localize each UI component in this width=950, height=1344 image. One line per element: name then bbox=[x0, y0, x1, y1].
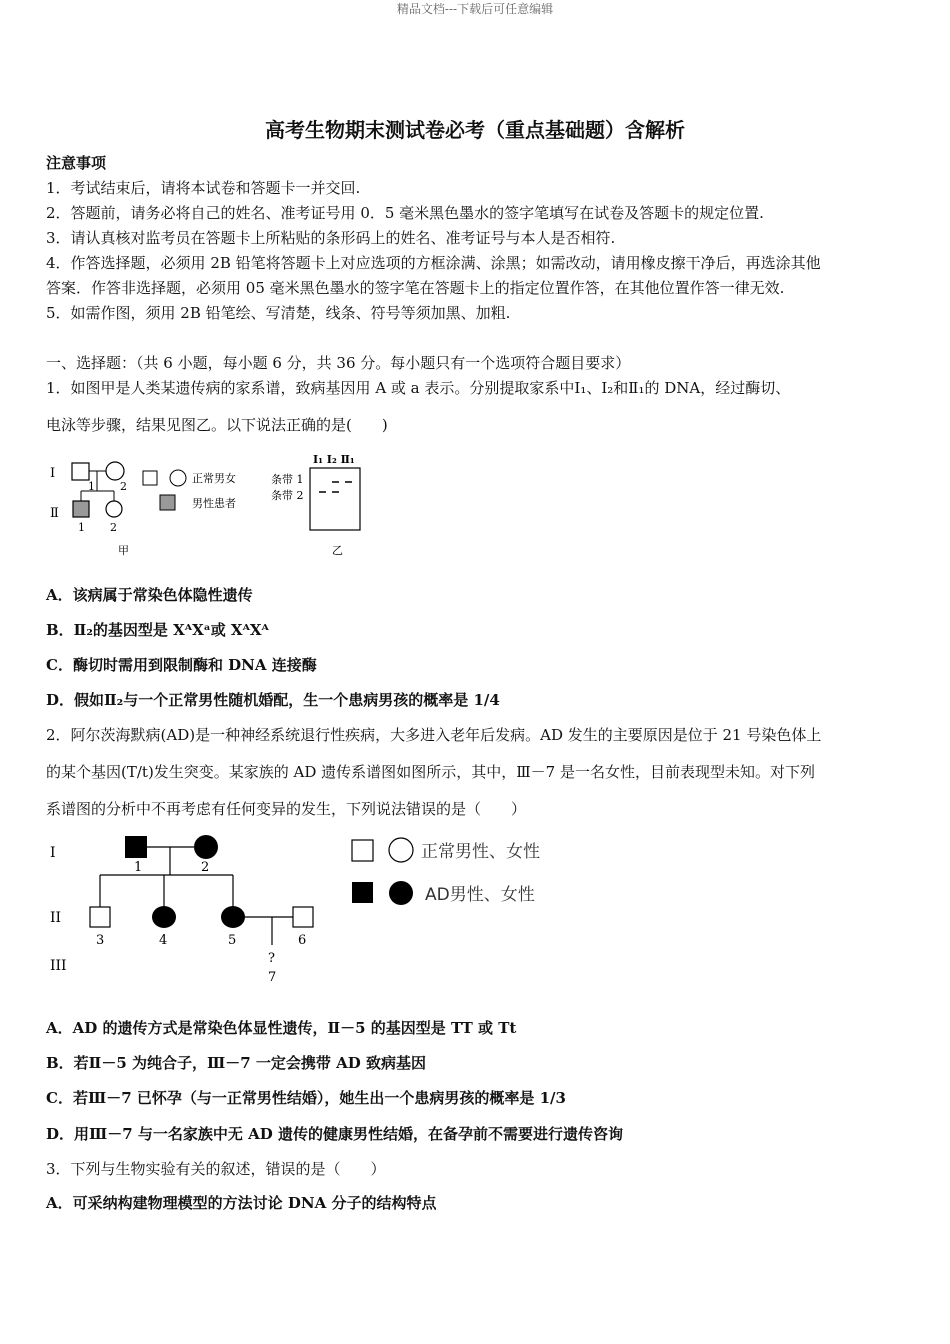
q2-ii3-male bbox=[90, 907, 110, 927]
q1-legend-patient-square bbox=[160, 495, 175, 510]
q2-gen-label-2: II bbox=[50, 910, 62, 926]
q2-option-c: C．若Ⅲ－7 已怀孕（与一正常男性结婚），她生出一个患病男孩的概率是 1/3 bbox=[46, 1089, 566, 1107]
q1-gen-label-1: Ⅰ bbox=[50, 466, 56, 481]
q1-ii1-affected-male bbox=[73, 501, 89, 517]
q2-legend-ad-square bbox=[352, 882, 373, 903]
q1-option-a: A．该病属于常染色体隐性遗传 bbox=[46, 586, 253, 604]
q2-option-a: A．AD 的遗传方式是常染色体显性遗传，Ⅱ－5 的基因型是 TT 或 Tt bbox=[46, 1019, 517, 1037]
section-heading: 一、选择题：（共 6 小题，每小题 6 分，共 36 分。每小题只有一个选项符合题目要求） bbox=[46, 354, 631, 372]
q2-ii4-affected-female bbox=[152, 906, 176, 928]
q2-num-2: 2 bbox=[201, 860, 210, 875]
q1-i1-male bbox=[72, 463, 89, 480]
q1-band2-label: 条带 2 bbox=[271, 489, 304, 502]
q1-caption-b: 乙 bbox=[332, 544, 343, 557]
q2-legend-ad-circle bbox=[389, 881, 413, 905]
q2-gen-label-3: III bbox=[50, 958, 67, 974]
q1-legend-patient-label: 男性患者 bbox=[192, 497, 236, 510]
q2-num-6: 6 bbox=[298, 933, 307, 948]
q1-legend-normal-square bbox=[143, 471, 157, 485]
q1-gel-box bbox=[310, 468, 360, 530]
q2-pedigree-figure bbox=[40, 825, 560, 995]
q2-i1-affected-male bbox=[125, 836, 147, 858]
q1-stem-line1: 1．如图甲是人类某遗传病的家系谱，致病基因用 A 或 a 表示。分别提取家系中Ⅰ₁、Ⅰ₂和Ⅱ₁的 DNA，经过酶切、 bbox=[46, 379, 791, 397]
q1-num-i2: 2 bbox=[120, 480, 127, 493]
q1-i2-female bbox=[106, 462, 124, 480]
q2-legend-ad-label: AD男性、女性 bbox=[425, 885, 535, 905]
notice-item-1: 1．考试结束后，请将本试卷和答题卡一并交回. bbox=[46, 179, 361, 197]
q1-ii2-female bbox=[106, 501, 122, 517]
q1-legend-normal-circle bbox=[170, 470, 186, 486]
q3-option-a: A．可采纳构建物理模型的方法讨论 DNA 分子的结构特点 bbox=[46, 1194, 437, 1212]
q1-option-d: D．假如Ⅱ₂与一个正常男性随机婚配，生一个患病男孩的概率是 1/4 bbox=[46, 691, 500, 709]
q2-option-b: B．若Ⅱ－5 为纯合子，Ⅲ－7 一定会携带 AD 致病基因 bbox=[46, 1054, 426, 1072]
q2-legend-normal-circle bbox=[389, 838, 413, 862]
q2-num-5: 5 bbox=[228, 933, 237, 948]
q2-i2-affected-female bbox=[194, 835, 218, 859]
q2-stem-line1: 2．阿尔茨海默病(AD)是一种神经系统退行性疾病，大多进入老年后发病。AD 发生的主要原因是位于 21 号染色体上 bbox=[46, 726, 822, 744]
q2-unknown-mark: ? bbox=[268, 951, 275, 966]
q2-num-1: 1 bbox=[134, 860, 143, 875]
q2-stem-line3: 系谱图的分析中不再考虑有任何变异的发生，下列说法错误的是（ ） bbox=[46, 800, 527, 818]
notice-heading: 注意事项 bbox=[46, 154, 107, 172]
q3-stem: 3．下列与生物实验有关的叙述，错误的是（ ） bbox=[46, 1160, 386, 1178]
q1-num-ii1: 1 bbox=[78, 521, 85, 534]
q1-stem-line2: 电泳等步骤，结果见图乙。以下说法正确的是( ) bbox=[46, 416, 388, 434]
notice-item-4-cont: 答案．作答非选择题，必须用 05 毫米黑色墨水的签字笔在答题卡上的指定位置作答，在其他位置作答一律无效. bbox=[46, 279, 785, 297]
q1-legend-normal-label: 正常男女 bbox=[192, 472, 236, 485]
q1-option-c: C．酶切时需用到限制酶和 DNA 连接酶 bbox=[46, 656, 317, 674]
q1-option-b: B．Ⅱ₂的基因型是 XᴬXᵃ或 XᴬXᴬ bbox=[46, 621, 269, 639]
q2-num-3: 3 bbox=[96, 933, 105, 948]
q2-num-4: 4 bbox=[159, 933, 168, 948]
q2-legend-normal-label: 正常男性、女性 bbox=[421, 842, 540, 862]
page-header: 精品文档---下载后可任意编辑 bbox=[396, 2, 554, 16]
notice-item-3: 3．请认真核对监考员在答题卡上所粘贴的条形码上的姓名、准考证号与本人是否相符. bbox=[46, 229, 616, 247]
q2-gen-label-1: I bbox=[50, 845, 56, 861]
q2-legend-normal-square bbox=[352, 840, 373, 861]
q1-num-ii2: 2 bbox=[110, 521, 117, 534]
q1-band1-label: 条带 1 bbox=[271, 473, 304, 486]
page-title: 高考生物期末测试卷必考（重点基础题）含解析 bbox=[265, 118, 685, 142]
notice-item-4: 4．作答选择题，必须用 2B 铅笔将答题卡上对应选项的方框涂满、涂黑；如需改动，请用橡皮擦干净后，再选涂其他 bbox=[46, 254, 821, 272]
q1-gen-label-2: Ⅱ bbox=[50, 506, 59, 521]
notice-item-5: 5．如需作图，须用 2B 铅笔绘、写清楚，线条、符号等须加黑、加粗. bbox=[46, 304, 511, 322]
q1-num-i1: 1 bbox=[88, 480, 95, 493]
q1-pedigree-figure bbox=[40, 445, 250, 560]
q1-lane-labels: Ⅰ₁ Ⅰ₂ Ⅱ₁ bbox=[313, 453, 355, 466]
q1-electrophoresis-figure bbox=[268, 445, 378, 560]
q2-ii5-affected-female bbox=[221, 906, 245, 928]
notice-item-2: 2．答题前，请务必将自己的姓名、准考证号用 0．5 毫米黑色墨水的签字笔填写在试卷及答题卡的规定位置. bbox=[46, 204, 764, 222]
q2-ii6-male bbox=[293, 907, 313, 927]
q2-num-7: 7 bbox=[268, 970, 277, 985]
q1-caption-a: 甲 bbox=[118, 544, 129, 557]
q2-option-d: D．用Ⅲ－7 与一名家族中无 AD 遗传的健康男性结婚，在备孕前不需要进行遗传咨询 bbox=[46, 1125, 624, 1143]
q2-stem-line2: 的某个基因(T/t)发生突变。某家族的 AD 遗传系谱图如图所示，其中，Ⅲ－7 是一名女性，目前表现型未知。对下列 bbox=[46, 763, 815, 781]
